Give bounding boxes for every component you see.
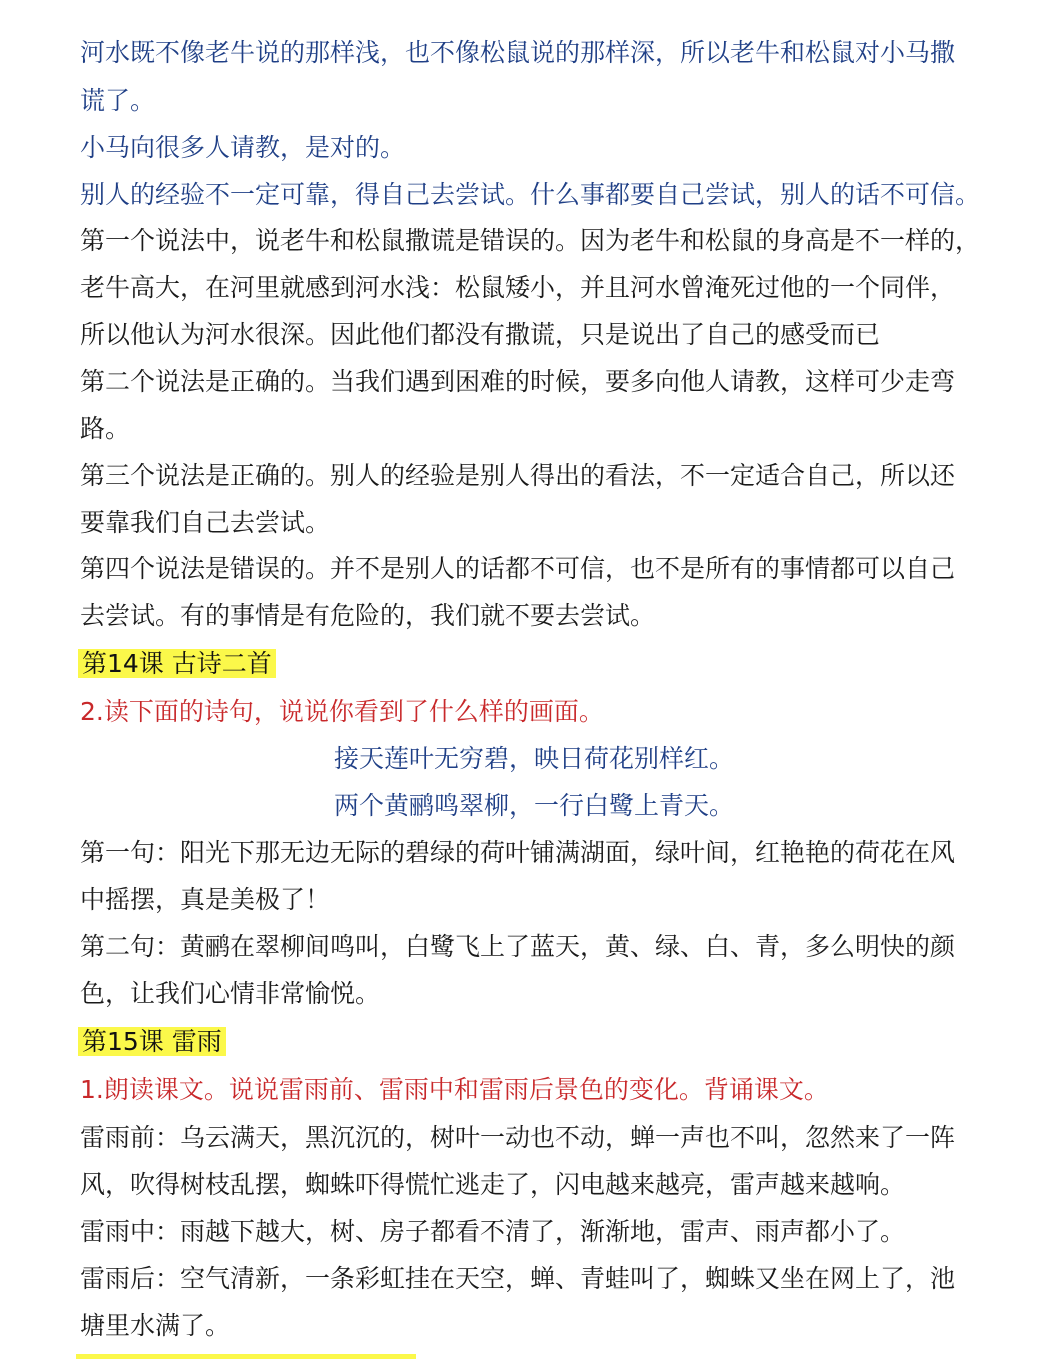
poem-answer-line: 色，让我们心情非常愉悦。 — [80, 979, 381, 1008]
answer-line: 河水既不像老牛说的那样浅，也不像松鼠说的那样深，所以老牛和松鼠对小马撒 — [80, 38, 956, 67]
storm-answer-line: 雷雨中：雨越下越大，树、房子都看不清了，渐渐地，雷声、雨声都小了。 — [80, 1217, 906, 1246]
lesson-15-heading: 第15课 雷雨 — [78, 1027, 226, 1056]
next-heading-highlight — [76, 1354, 416, 1359]
lesson-15-question: 1.朗读课文。说说雷雨前、雷雨中和雷雨后景色的变化。背诵课文。 — [80, 1075, 829, 1104]
storm-answer-line: 风，吹得树枝乱摆，蜘蛛吓得慌忙逃走了，闪电越来越亮，雷声越来越响。 — [80, 1170, 906, 1199]
lesson-14-heading: 第14课 古诗二首 — [78, 649, 276, 678]
lesson-14-heading-row — [80, 647, 276, 681]
explanation-line: 要靠我们自己去尝试。 — [80, 508, 331, 537]
explanation-line: 第四个说法是错误的。并不是别人的话都不可信，也不是所有的事情都可以自己 — [80, 554, 956, 583]
poem-answer-line: 第二句：黄鹂在翠柳间鸣叫，白鹭飞上了蓝天，黄、绿、白、青，多么明快的颜 — [80, 932, 956, 961]
explanation-line: 所以他认为河水很深。因此他们都没有撒谎，只是说出了自己的感受而已 — [80, 320, 881, 349]
explanation-line: 第三个说法是正确的。别人的经验是别人得出的看法，不一定适合自己，所以还 — [80, 461, 956, 490]
explanation-line: 第二个说法是正确的。当我们遇到困难的时候，要多向他人请教，这样可少走弯 — [80, 367, 956, 396]
explanation-line: 去尝试。有的事情是有危险的，我们就不要去尝试。 — [80, 601, 656, 630]
poem-line-2: 两个黄鹂鸣翠柳，一行白鹭上青天。 — [334, 791, 735, 820]
storm-answer-line: 雷雨后：空气清新，一条彩虹挂在天空，蝉、青蛙叫了，蜘蛛又坐在网上了，池 — [80, 1264, 956, 1293]
answer-line: 别人的经验不一定可靠，得自己去尝试。什么事都要自己尝试，别人的话不可信。 — [80, 180, 981, 209]
storm-answer-line: 雷雨前：乌云满天，黑沉沉的，树叶一动也不动，蝉一声也不叫，忽然来了一阵 — [80, 1123, 956, 1152]
explanation-line: 路。 — [80, 414, 131, 443]
poem-line-1: 接天莲叶无穷碧，映日荷花别样红。 — [334, 744, 735, 773]
storm-answer-line: 塘里水满了。 — [80, 1311, 231, 1340]
explanation-line: 老牛高大，在河里就感到河水浅：松鼠矮小，并且河水曾淹死过他的一个同伴， — [80, 273, 956, 302]
lesson-15-heading-row — [80, 1025, 226, 1059]
explanation-line: 第一个说法中，说老牛和松鼠撒谎是错误的。因为老牛和松鼠的身高是不一样的， — [80, 226, 981, 255]
poem-answer-line: 第一句：阳光下那无边无际的碧绿的荷叶铺满湖面，绿叶间，红艳艳的荷花在风 — [80, 838, 956, 867]
lesson-14-question: 2.读下面的诗句，说说你看到了什么样的画面。 — [80, 697, 604, 726]
answer-line: 谎了。 — [80, 86, 156, 115]
poem-answer-line: 中摇摆，真是美极了！ — [80, 885, 331, 914]
answer-line: 小马向很多人请教，是对的。 — [80, 133, 406, 162]
